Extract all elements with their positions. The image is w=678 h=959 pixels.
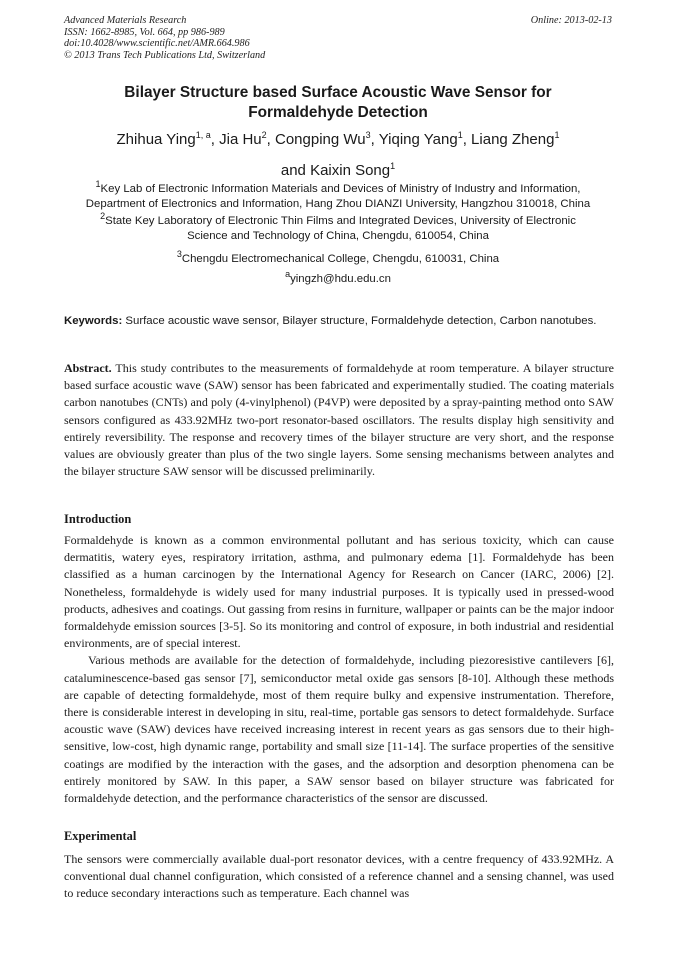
author: Jia Hu$^2$, (219, 130, 275, 148)
journal-name: Advanced Materials Research (64, 15, 187, 26)
author-list (60, 122, 616, 184)
online-date: Online: 2013-02-13 (530, 15, 612, 26)
author: Zhihua Ying$^{1, a}$, (116, 130, 220, 148)
experimental-heading: Experimental (64, 829, 137, 843)
abstract-label: Abstract. (64, 361, 112, 375)
doi-line: doi:10.4028/www.scientific.net/AMR.664.986 (64, 38, 250, 50)
affiliation-3: $^3$Chengdu Electromechanical College, Chengdu, 610031, China (176, 249, 500, 265)
author: Liang Zheng$^1$ (471, 130, 560, 148)
keywords-text: Surface acoustic wave sensor, Bilayer structure, Formaldehyde detection, Carbon nanotubes. (122, 315, 597, 327)
author: Congping Wu$^3$, (275, 130, 379, 148)
paragraph: The sensors were commercially available dual-port resonator devices, with a centre frequency of 433.92MHz. A conventional dual channel configuration, which consisted of a reference channel and a sensing channel, was used to reduce secondary interactions such as temperature. Each channel was (64, 852, 614, 901)
affiliation-2: $^2$State Key Laboratory of Electronic Thin Films and Integrated Devices, University of Electronic Science and Technology of China, Chengdu, 610054, China (100, 211, 576, 242)
affiliation-1: $^1$Key Lab of Electronic Information Materials and Devices of Ministry of Industry and Information, Department of Electronics and Information, Hang Zhou DIANZI University, Hangzhou 310018, China (85, 179, 591, 210)
paragraph: Formaldehyde is known as a common environmental pollutant and has serious toxicity, which can cause dermatitis, watery eyes, respiratory irritation, asthma, and pulmonary edema [1]. Formaldehyde has been classified as a human carcinogen by the International Agency for Research on Cancer (IARC, 2006) [2]. Nonetheless, formaldehyde is widely used for many industrial purposes. It is typically used in pressed-wood products, adhesives and coatings. Out gassing from resins in furniture, wallpaper or paints can be the major indoor formaldehyde emission sources [3-5]. So its monitoring and control of exposure, in both industrial and residential environments, are of special interest. (64, 533, 614, 651)
corresponding-email: $^a$yingzh@hdu.edu.cn (285, 269, 391, 285)
paper-title (60, 83, 616, 122)
issn-line: ISSN: 1662-8985, Vol. 664, pp 986-989 (64, 26, 225, 38)
keywords (64, 314, 614, 328)
author: Yiqing Yang$^1$, (378, 130, 472, 148)
introduction-heading: Introduction (64, 512, 132, 526)
experimental-body (64, 851, 614, 903)
abstract-text: This study contributes to the measurements of formaldehyde at room temperature. A bilayer structure based surface acoustic wave (SAW) sensor has been fabricated and experimentally studied. The coating materials carbon nanotubes (CNTs) and poly (4-vinylphenol) (P4VP) were deposited by a spray-painting method onto SAW sensors configured as 433.92MHz two-port resonator-based oscillators. The results display high sensitivity and entirely reversibility. The response and recovery times of the bilayer structure are very short, and the response values are obviously greater than plus of the two single layers. Some sensing mechanisms between analytes and the bilayer structure SAW sensor will be discussed preliminarily. (64, 361, 614, 479)
keywords-label: Keywords: (64, 315, 123, 327)
title-line-2: Formaldehyde Detection (248, 103, 428, 121)
journal-header (64, 15, 265, 61)
paragraph: Various methods are available for the detection of formaldehyde, including piezoresistive cantilevers [6], cataluminescence-based gas sensor [7], semiconductor metal oxide gas sensors [8-10]. Although these methods are capable of detecting formaldehyde, most of them require bulky and expensive instrumentation. Therefore, there is considerable interest in developing in situ, real-time, portable gas sensors to detect formaldehyde. Surface acoustic wave (SAW) devices have received increasing interest in recent years as gas sensors due to their high-sensitive, low-cost, high dynamic range, portability and small size [11-14]. The surface properties of the sensitive coatings are modified by the interaction with the gases, and the adsorption and desorption phenomena can be entirely monitored by SAW. In this paper, a SAW sensor based on bilayer structure was fabricated for formaldehyde detection, and the performance characteristics of the sensor are discussed. (64, 653, 614, 806)
authors-line-1 (60, 122, 616, 153)
authors-line-2: and Kaixin Song$^1$ (280, 161, 396, 179)
abstract (64, 360, 614, 480)
copyright-line: © 2013 Trans Tech Publications Ltd, Switzerland (64, 49, 266, 61)
introduction-body (64, 532, 614, 807)
title-line-1: Bilayer Structure based Surface Acoustic Wave Sensor for (124, 84, 552, 101)
author: Kaixin Song$^1$ (310, 161, 396, 179)
